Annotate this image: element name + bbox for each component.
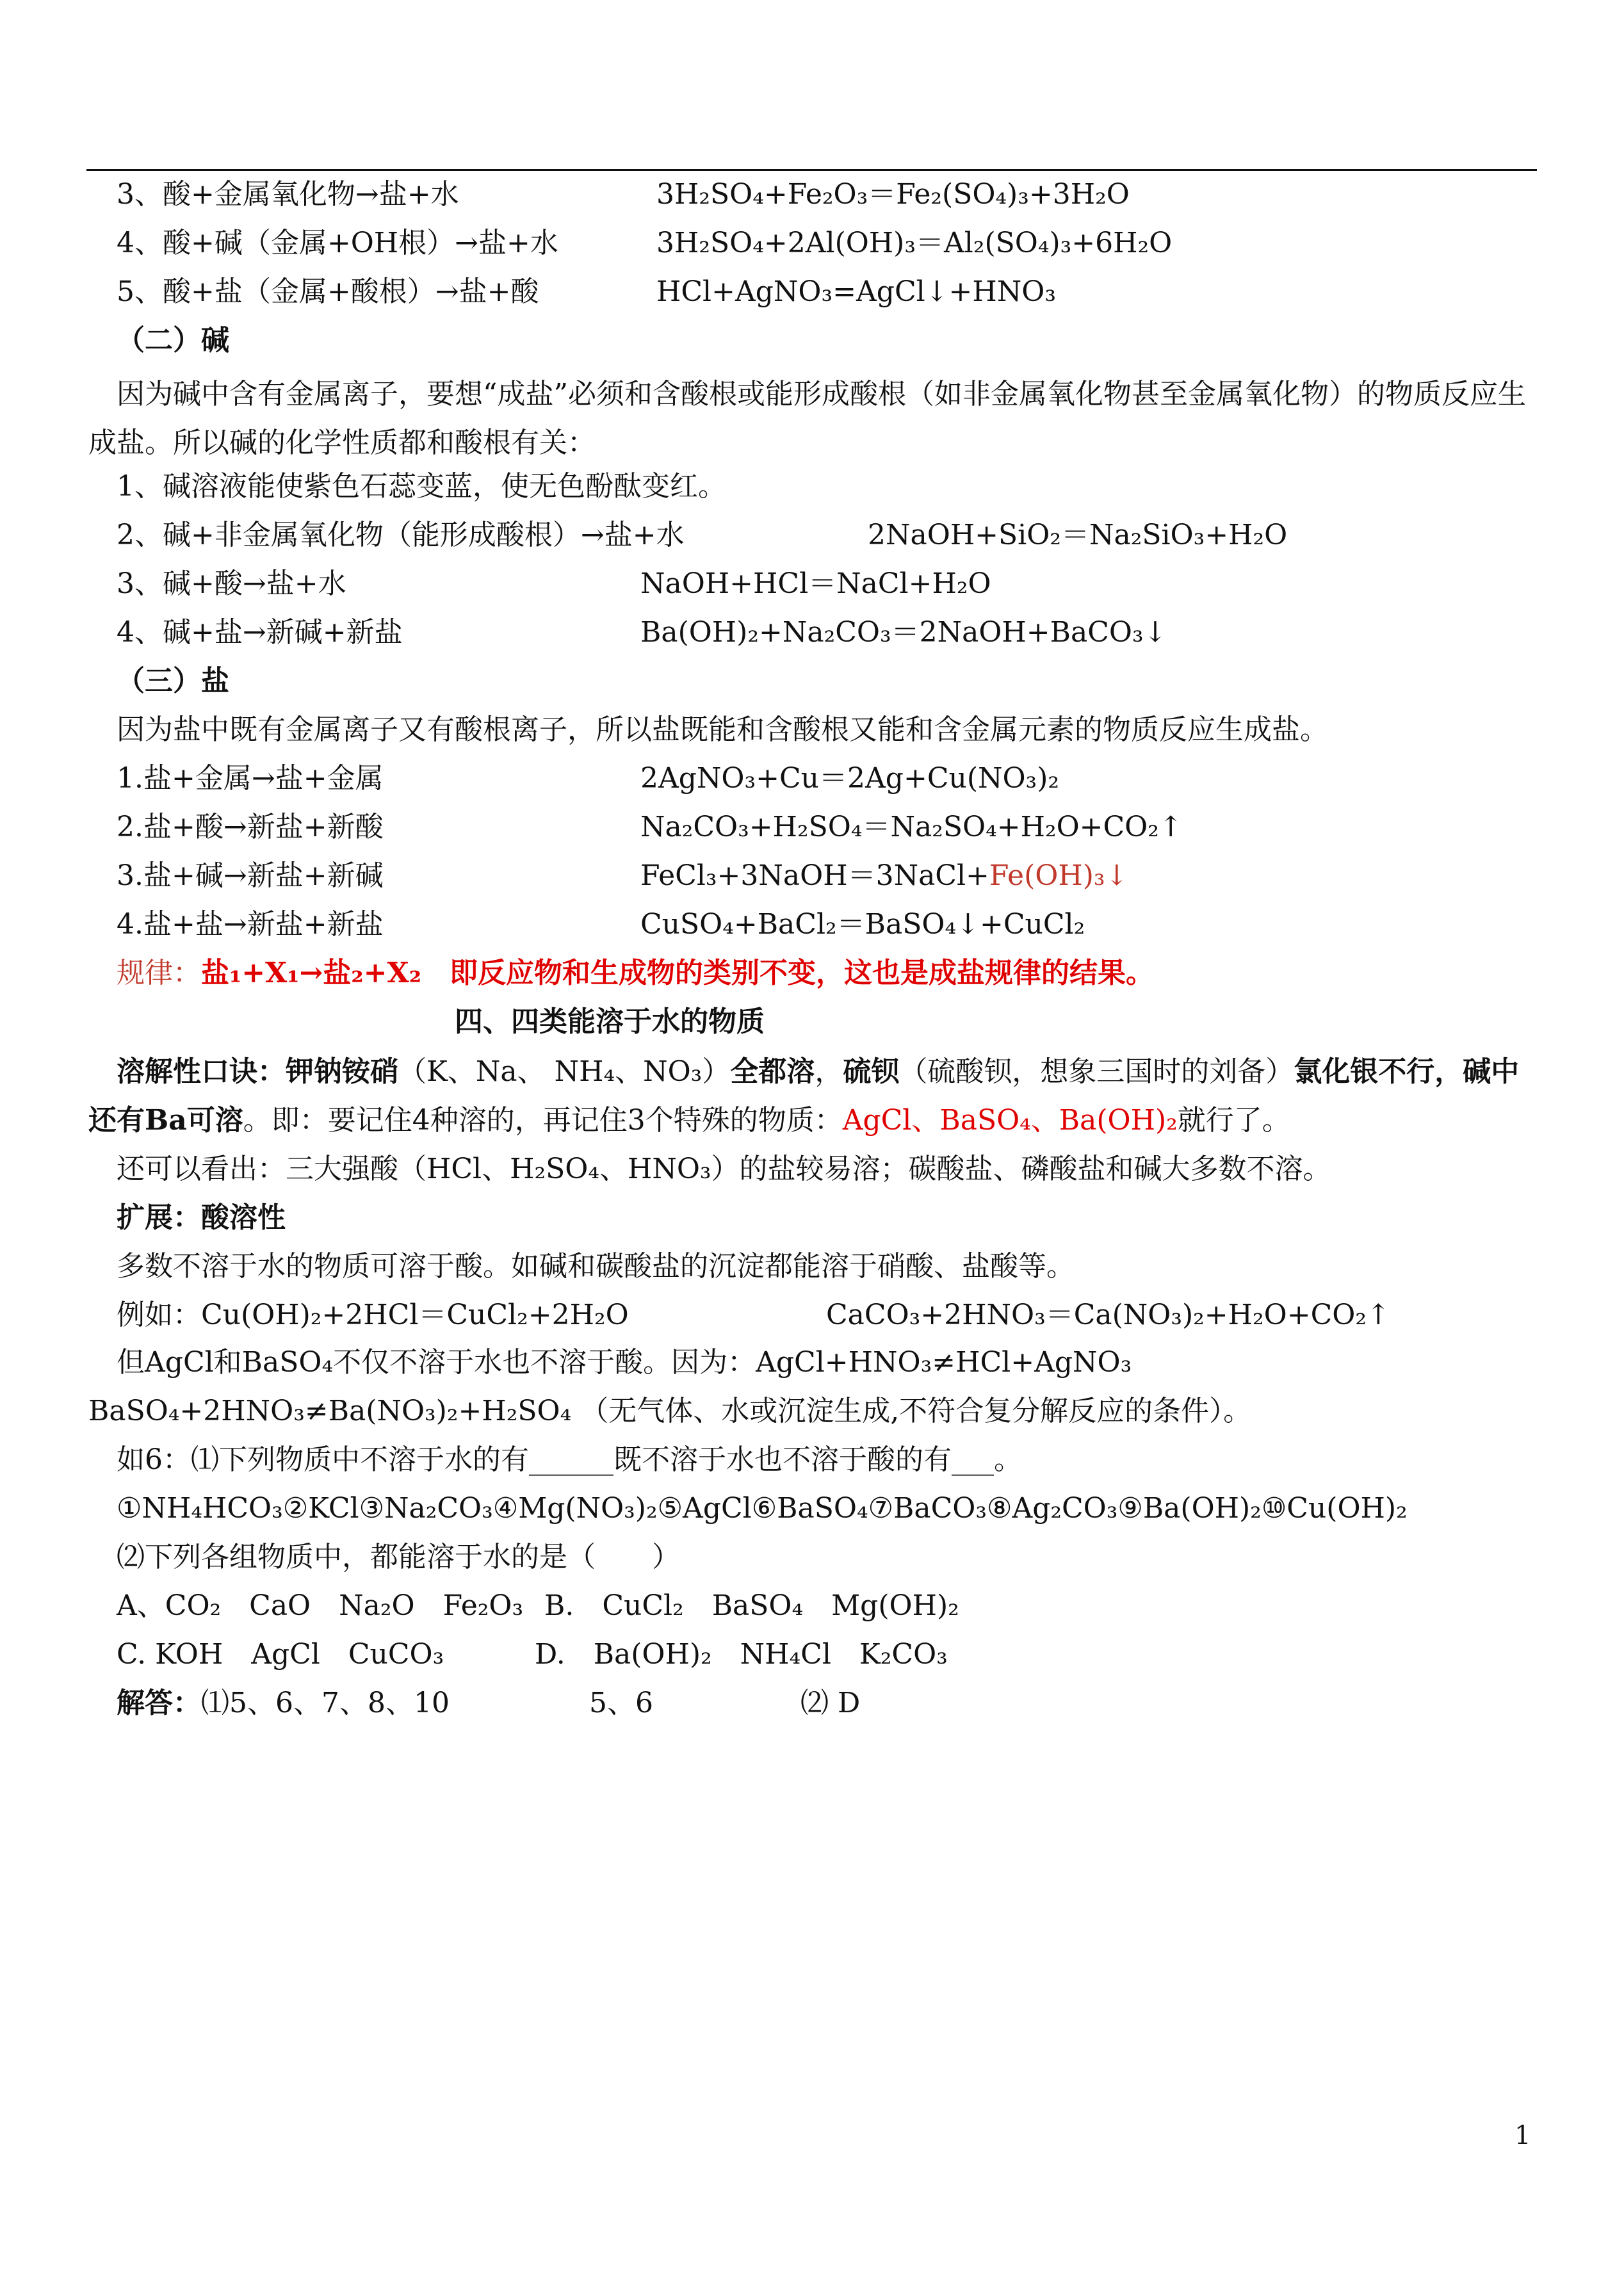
option-b: B. CuCl₂ BaSO₄ Mg(OH)₂ xyxy=(544,1589,959,1622)
rhyme-bold-4: 氯化银不行，碱中还有Ba可溶 xyxy=(88,1055,1520,1137)
base-heading: （二）碱 xyxy=(117,324,229,357)
salt-reaction-4-equation: CuSO₄+BaCl₂＝BaSO₄↓+CuCl₂ xyxy=(640,908,1085,941)
salt-reaction-2-label: 2.盐+酸→新盐+新酸 xyxy=(117,811,384,843)
salt-rule xyxy=(117,954,1154,993)
acid-reaction-3-label: 3、酸+金属氧化物→盐+水 xyxy=(117,178,459,211)
salt-heading: （三）盐 xyxy=(117,665,229,697)
section4-title: 四、四类能溶于水的物质 xyxy=(455,1005,765,1038)
salt-reaction-3-eq-text: FeCl₃+3NaOH＝3NaCl+ xyxy=(640,859,989,892)
acid-reaction-4-label: 4、酸+碱（金属+OH根）→盐+水 xyxy=(117,227,558,259)
salt-reaction-3-eq-product: Fe(OH)₃↓ xyxy=(989,859,1129,892)
insoluble-explanation: 但AgCl和BaSO₄不仅不溶于水也不溶于酸。因为：AgCl+HNO₃≠HCl+AgNO₃ BaSO₄+2HNO₃≠Ba(NO₃)₂+H₂SO₄ （无气体、水或沉淀生成,不符合复分解反应的条件）。 xyxy=(88,1346,1252,1427)
salt-intro: 因为盐中既有金属离子又有酸根离子，所以盐既能和含酸根又能和含金属元素的物质反应生成盐。 xyxy=(117,713,1328,746)
solubility-rhyme xyxy=(88,1048,1537,1145)
salt-rule-formula: 盐₁+X₁→盐₂+X₂ xyxy=(201,957,421,989)
salt-reaction-3-label: 3.盐+碱→新盐+新碱 xyxy=(117,859,384,892)
base-reaction-3-equation: NaOH+HCl＝NaCl+H₂O xyxy=(640,567,991,600)
salt-reaction-1-equation: 2AgNO₃+Cu＝2Ag+Cu(NO₃)₂ xyxy=(640,762,1060,795)
question-6-substance-list: ①NH₄HCO₃②KCl③Na₂CO₃④Mg(NO₃)₂⑤AgCl⑥BaSO₄⑦BaCO₃⑧Ag₂CO₃⑨Ba(OH)₂⑩Cu(OH)₂ xyxy=(117,1492,1408,1525)
header-rule xyxy=(86,169,1537,171)
rhyme-bold-2: 全都溶 xyxy=(730,1055,815,1088)
question-6-part-2: ⑵下列各组物质中，都能溶于水的是（ ） xyxy=(117,1541,680,1573)
acid-reaction-3-equation: 3H₂SO₄+Fe₂O₃＝Fe₂(SO₄)₃+3H₂O xyxy=(656,178,1130,211)
base-reaction-2-label: 2、碱+非金属氧化物（能形成酸根）→盐+水 xyxy=(117,519,685,551)
acid-reaction-4-equation: 3H₂SO₄+2Al(OH)₃＝Al₂(SO₄)₃+6H₂O xyxy=(656,227,1173,259)
salt-reaction-1-label: 1.盐+金属→盐+金属 xyxy=(117,762,384,795)
strong-acid-note: 还可以看出：三大强酸（HCl、H₂SO₄、HNO₃）的盐较易溶；碳酸盐、磷酸盐和碱大多数不溶。 xyxy=(117,1153,1331,1185)
answer-line xyxy=(117,1684,450,1723)
base-reaction-4-equation: Ba(OH)₂+Na₂CO₃＝2NaOH+BaCO₃↓ xyxy=(640,616,1167,649)
base-reaction-3-label: 3、碱+酸→盐+水 xyxy=(117,567,346,600)
example-equation-2: CaCO₃+2HNO₃＝Ca(NO₃)₂+H₂O+CO₂↑ xyxy=(826,1299,1390,1331)
answer-part-2: ⑵ D xyxy=(800,1687,861,1719)
base-reaction-4-label: 4、碱+盐→新碱+新盐 xyxy=(117,616,403,649)
base-intro: 因为碱中含有金属离子，要想“成盐”必须和含酸根或能形成酸根（如非金属氧化物甚至金属氧化物）的物质反应生成盐。所以碱的化学性质都和酸根有关： xyxy=(88,378,1526,459)
rhyme-text-4: 。即：要记住4种溶的，再记住3个特殊的物质： xyxy=(243,1104,843,1137)
salt-rule-label: 规律： xyxy=(117,957,201,989)
rhyme-special-substances: AgCl、BaSO₄、Ba(OH)₂ xyxy=(842,1104,1178,1137)
rhyme-bold-1: 溶解性口诀：钾钠铵硝 xyxy=(117,1055,398,1088)
acid-reaction-5-equation: HCl+AgNO₃=AgCl↓+HNO₃ xyxy=(656,275,1056,308)
rhyme-text-1: （K、Na、 NH₄、NO₃） xyxy=(398,1055,731,1088)
page-number: 1 xyxy=(1514,2121,1531,2150)
salt-reaction-2-equation: Na₂CO₃+H₂SO₄＝Na₂SO₄+H₂O+CO₂↑ xyxy=(640,811,1183,843)
rhyme-bold-3: 硫钡 xyxy=(843,1055,900,1088)
salt-reaction-4-label: 4.盐+盐→新盐+新盐 xyxy=(117,908,384,941)
example-equation-1: 例如：Cu(OH)₂+2HCl＝CuCl₂+2H₂O xyxy=(117,1299,629,1331)
rhyme-text-5: 就行了。 xyxy=(1177,1104,1290,1137)
question-6-part-1: 如6：⑴下列物质中不溶于水的有______既不溶于水也不溶于酸的有___。 xyxy=(117,1443,1022,1476)
salt-reaction-3-equation xyxy=(640,857,1128,895)
option-d: D. Ba(OH)₂ NH₄Cl K₂CO₃ xyxy=(535,1638,948,1671)
option-a: A、CO₂ CaO Na₂O Fe₂O₃ xyxy=(117,1589,524,1622)
option-c: C. KOH AgCl CuCO₃ xyxy=(117,1638,444,1671)
salt-rule-text: 即反应物和生成物的类别不变，这也是成盐规律的结果。 xyxy=(449,957,1154,989)
acid-reaction-5-label: 5、酸+盐（金属+酸根）→盐+酸 xyxy=(117,275,539,308)
rhyme-text-2: ， xyxy=(815,1055,843,1088)
base-reaction-2-equation: 2NaOH+SiO₂＝Na₂SiO₃+H₂O xyxy=(868,519,1288,551)
base-reaction-1: 1、碱溶液能使紫色石蕊变蓝，使无色酚酞变红。 xyxy=(117,470,726,503)
answer-part-1b: 5、6 xyxy=(589,1687,653,1719)
rhyme-text-3: （硫酸钡，想象三国时的刘备） xyxy=(899,1055,1294,1088)
extension-heading: 扩展：酸溶性 xyxy=(117,1201,286,1234)
answer-label: 解答： xyxy=(117,1687,201,1719)
answer-part-1: ⑴5、6、7、8、10 xyxy=(201,1687,450,1719)
extension-paragraph: 多数不溶于水的物质可溶于酸。如碱和碳酸盐的沉淀都能溶于硝酸、盐酸等。 xyxy=(117,1250,1075,1283)
